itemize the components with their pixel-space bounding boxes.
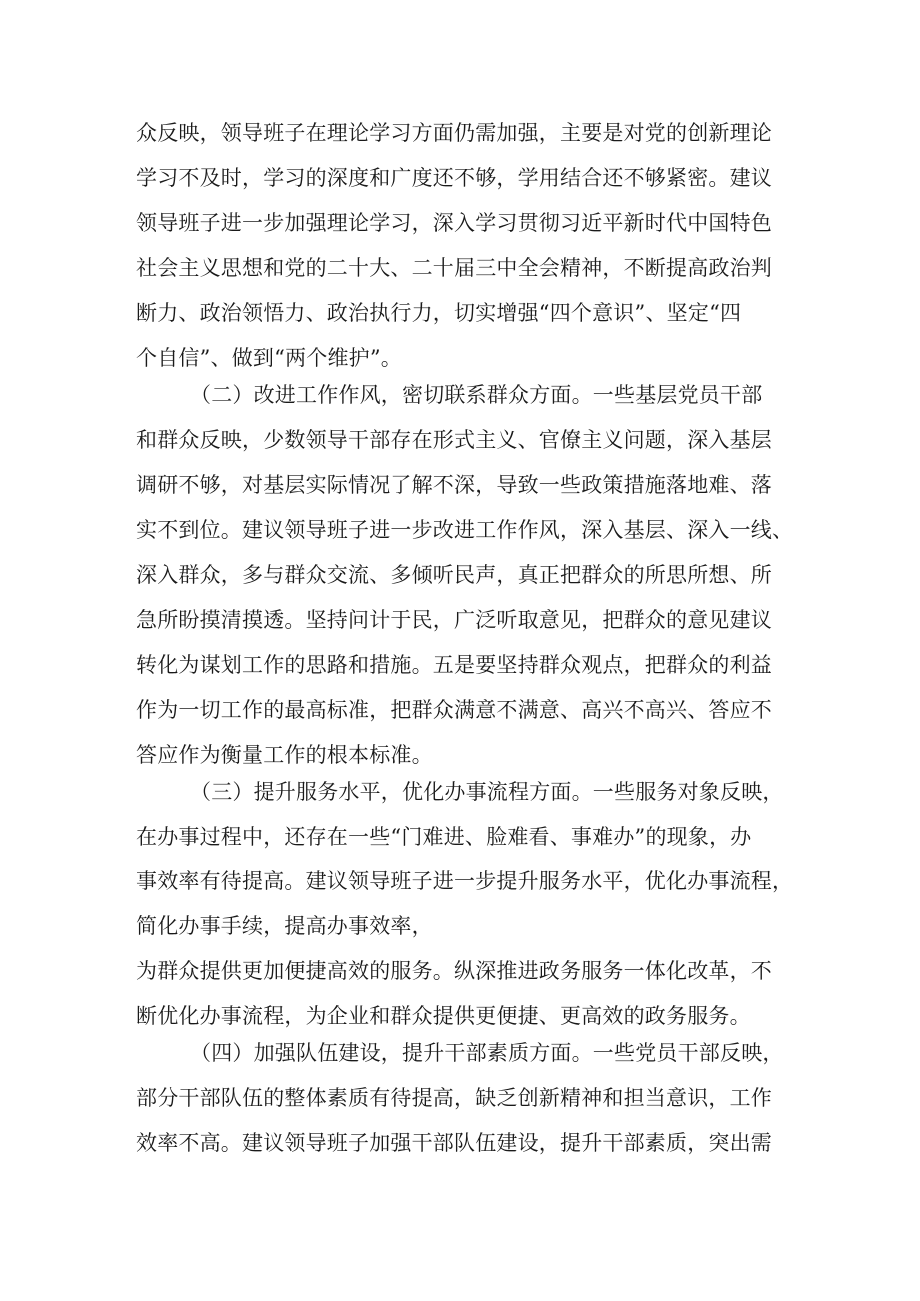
text-line: 简化办事手续，提高办事效率， [136,914,433,938]
section-heading-line: （二）改进工作作风，密切联系群众方面。一些基层党员干部 [190,383,763,407]
text-line: 断力、政治领悟力、政治执行力，切实增强“四个意识”、坚定“四 [136,301,742,325]
text-line: 众反映，领导班子在理论学习方面仍需加强，主要是对党的创新理论 [136,121,772,145]
section-heading-line: （三）提升服务水平，优化办事流程方面。一些服务对象反映， [190,780,784,804]
text-line: 调研不够，对基层实际情况了解不深，导致一些政策措施落地难、落 [136,473,772,497]
text-line: 个自信”、做到“两个维护”。 [136,346,403,370]
section-heading-line: （四）加强队伍建设，提升干部素质方面。一些党员干部反映， [190,1041,784,1065]
text-line: 断优化办事流程，为企业和群众提供更便捷、更高效的政务服务。 [136,1004,751,1028]
text-line: 效率不高。建议领导班子加强干部队伍建设，提升干部素质，突出需 [136,1131,772,1155]
text-line: 转化为谋划工作的思路和措施。五是要坚持群众观点，把群众的利益 [136,653,772,677]
text-line: 为群众提供更加便捷高效的服务。纵深推进政务服务一体化改革，不 [136,959,772,983]
text-line: 部分干部队伍的整体素质有待提高，缺乏创新精神和担当意识，工作 [136,1086,772,1110]
text-line: 作为一切工作的最高标准，把群众满意不满意、高兴不高兴、答应不 [136,698,772,722]
text-line: 在办事过程中，还存在一些“门难进、脸难看、事难办”的现象，办 [136,825,752,849]
text-line: 答应作为衡量工作的根本标准。 [136,743,433,767]
text-line: 社会主义思想和党的二十大、二十届三中全会精神，不断提高政治判 [136,256,772,280]
text-line: 学习不及时，学习的深度和广度还不够，学用结合还不够紧密。建议 [136,166,772,190]
text-line: 事效率有待提高。建议领导班子进一步提升服务水平，优化办事流程， [136,869,794,893]
text-line: 和群众反映，少数领导干部存在形式主义、官僚主义问题，深入基层 [136,428,772,452]
text-line: 实不到位。建议领导班子进一步改进工作作风，深入基层、深入一线、 [136,518,794,542]
text-line: 急所盼摸清摸透。坚持问计于民，广泛听取意见，把群众的意见建议 [136,608,772,632]
text-line: 深入群众，多与群众交流、多倾听民声，真正把群众的所思所想、所 [136,563,772,587]
text-line: 领导班子进一步加强理论学习，深入学习贯彻习近平新时代中国特色 [136,211,772,235]
